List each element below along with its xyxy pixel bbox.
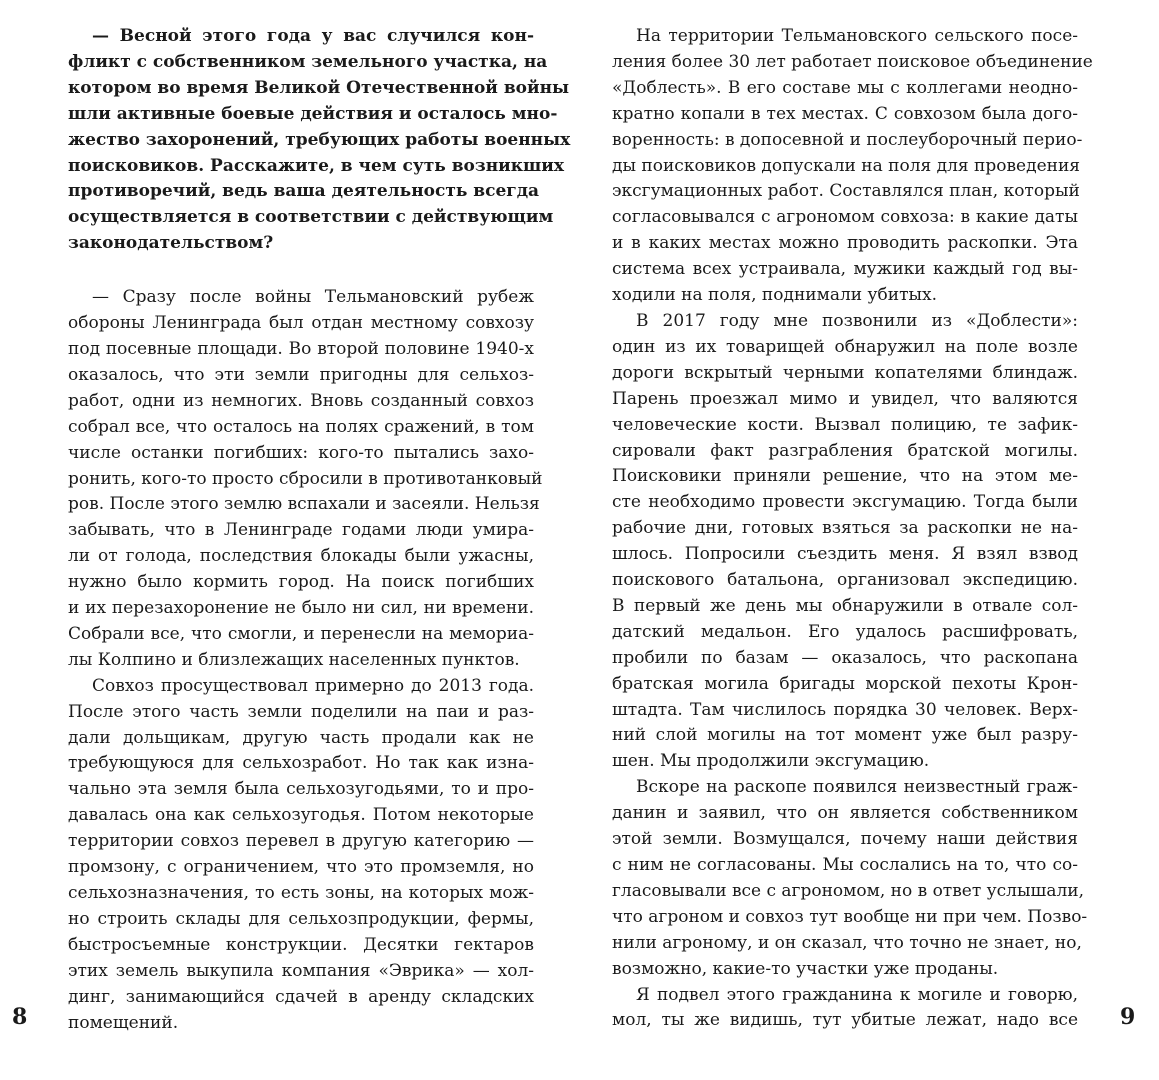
text-line: ления более 30 лет работает поисковое объединение [612,51,1093,72]
text-line: поисковиков. Расскажите, в чем суть возникших [68,155,565,176]
text-line: один из их товарищей обнаружил на поле возле [612,336,1078,357]
text-line: и их перезахоронение не было ни сил, ни времени. [68,598,534,619]
text-line: дороги вскрытый черными копателями блиндаж. [612,362,1078,383]
page-number-left: 8 [12,1004,28,1030]
right-paragraph-1 [612,24,1093,309]
text-line: эксгумационных работ. Составлялся план, который [612,181,1080,202]
text-line: Я подвел этого гражданина к могиле и говорю, [636,984,1078,1005]
text-line: забывать, что в Ленинграде годами люди умира- [68,520,534,541]
text-line: но строить склады для сельхозпродукции, фермы, [68,908,534,929]
text-line: человеческие кости. Вызвал полицию, те зафик- [612,414,1078,435]
text-line: Собрали все, что смогли, и перенесли на мемориа- [68,623,534,644]
text-line: согласовывался с агрономом совхоза: в какие даты [612,207,1078,228]
text-line: мол, ты же видишь, тут убитые лежат, надо все [612,1010,1078,1031]
text-line: требующуюся для сельхозработ. Но так как изна- [68,753,534,774]
text-line: собрал все, что осталось на полях сражений, в том [68,416,534,437]
left-page-text [68,24,571,1036]
text-line: дали дольщикам, другую часть продали как не [68,727,534,748]
text-line: помещений. [68,1012,179,1033]
text-line: — Сразу после войны Тельмановский рубеж [92,287,534,308]
text-line: территории совхоз перевел в другую категорию — [68,831,534,852]
text-line: гласовывали все с агрономом, но в ответ услышали, [612,880,1084,901]
text-line: с ним не согласованы. Мы сослались на то, что со- [612,855,1078,875]
text-line: ли от голода, последствия блокады были ужасны, [68,546,534,567]
text-line: На территории Тельмановского сельского посе- [636,26,1078,46]
text-line: чально эта земля была сельхозугодьями, то и про- [68,779,534,800]
interview-question [68,24,571,257]
text-line: жество захоронений, требующих работы военных [68,129,571,150]
text-line: быстросъемные конструкции. Десятки гектаров [68,934,534,955]
text-line: сельхозназначения, то есть зоны, на которых мож- [68,883,534,903]
text-line: система всех устраивала, мужики каждый год вы- [612,259,1078,280]
text-line: промзону, с ограничением, что это промземля, но [68,857,534,878]
text-line: данин и заявил, что он является собственником [612,803,1078,824]
right-paragraph-4 [612,983,1078,1035]
text-line: шли активные боевые действия и осталось мно- [68,103,558,124]
text-line: нили агроному, и он сказал, что точно не знает, но, [612,932,1082,953]
text-line: что агроном и совхоз тут вообще ни при чем. Позво- [612,906,1088,927]
text-line: числе останки погибших: кого-то пытались захо- [68,442,534,463]
text-line: шлось. Попросили съездить меня. Я взял взвод [612,544,1078,565]
text-line: котором во время Великой Отечественной войны [68,77,570,98]
text-line: нужно было кормить город. На поиск погибших [68,572,534,593]
right-page-text [612,24,1093,1034]
text-line: и в каких местах можно проводить раскопки. Эта [612,233,1078,254]
text-line: поискового батальона, организовал экспедицию. [612,570,1078,591]
text-line: ронить, кого-то просто сбросили в противотанковый [68,468,543,489]
text-line: штадта. Там числилось порядка 30 человек. Верх- [612,699,1078,720]
text-line: возможно, какие-то участки уже проданы. [612,958,999,979]
text-line: рабочие дни, готовых взяться за раскопки не на- [612,518,1078,539]
text-line: законодательством? [68,233,274,254]
text-line: ний слой могилы на тот момент уже был разру- [612,725,1078,746]
text-line: оказалось, что эти земли пригодны для сельхоз- [68,364,534,385]
text-line: — Весной этого года у вас случился кон- [92,26,534,46]
text-line: лы Колпино и близлежащих населенных пунктов. [68,649,520,670]
text-line: После этого часть земли поделили на паи и раз- [68,701,534,722]
text-line: этой земли. Возмущался, почему наши действия [612,829,1078,850]
text-line: фликт с собственником земельного участка, на [68,51,548,72]
right-paragraph-3 [612,775,1088,982]
text-line: сте необходимо провести эксгумацию. Тогда были [612,492,1078,513]
text-line: шен. Мы продолжили эксгумацию. [612,751,930,772]
text-line: Вскоре на раскопе появился неизвестный граж- [636,777,1078,798]
text-line: Поисковики приняли решение, что на этом ме- [612,466,1078,487]
text-line: работ, одни из немногих. Вновь созданный совхоз [68,390,534,411]
text-line: ходили на поля, поднимали убитых. [612,285,938,306]
text-line: ды поисковиков допускали на поля для проведения [612,155,1081,176]
text-line: сировали факт разграбления братской могилы. [612,440,1078,461]
text-line: обороны Ленинграда был отдан местному совхозу [68,313,534,334]
text-line: осуществляется в соответствии с действующим [68,207,554,228]
text-line: динг, занимающийся сдачей в аренду складских [68,986,534,1007]
text-line: «Доблесть». В его составе мы с коллегами неодно- [612,77,1078,98]
text-line: кратно копали в тех местах. С совхозом была дого- [612,103,1078,124]
text-line: Совхоз просуществовал примерно до 2013 года. [92,675,534,696]
text-line: этих земель выкупила компания «Эврика» — хол- [68,960,534,981]
right-paragraph-2 [612,309,1078,775]
text-line: под посевные площади. Во второй половине 1940-х [68,338,534,359]
text-line: противоречий, ведь ваша деятельность всегда [68,181,540,202]
text-line: давалась она как сельхозугодья. Потом некоторые [68,805,534,826]
text-line: пробили по базам — оказалось, что раскопана [612,647,1078,668]
text-line: датский медальон. Его удалось расшифровать, [612,621,1078,642]
text-line: ров. После этого землю вспахали и засеяли. Нельзя [68,494,540,515]
answer-paragraph-2 [68,674,534,1037]
text-line: воренность: в допосевной и послеуборочный перио- [612,129,1083,150]
page-number-right: 9 [1120,1004,1136,1030]
text-line: Парень проезжал мимо и увидел, что валяются [612,388,1078,409]
text-line: В 2017 году мне позвонили из «Доблести»: [636,310,1078,331]
text-line: братская могила бригады морской пехоты Крон- [612,673,1078,694]
answer-paragraph-1 [68,285,543,674]
text-line: В первый же день мы обнаружили в отвале сол- [612,595,1078,616]
